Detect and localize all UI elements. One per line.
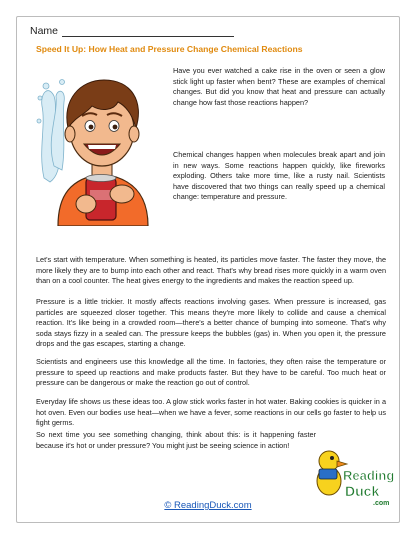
boy-soda-illustration [36, 66, 168, 226]
paragraph-7: So next time you see something changing, think about this: is it happening faster because it's hot or under pressure? You might just be seeing science in action! [36, 430, 316, 450]
name-field-row [30, 25, 234, 37]
paragraph-3: Let's start with temperature. When something is heated, its particles move faster. The faster they move, the more likely they are to bump into each other and react. That's why bread rises more quickly in a warm oven than on a cool counter. The heat gives energy to the ingredients and makes the reaction speed up. [36, 255, 386, 285]
paragraph-2: Chemical changes happen when molecules break apart and join in new ways. Some reactions happen quickly, like fireworks exploding. Others take more time, like a rusty nail. Scientists have discovered that two things can really speed up a chemical change: temperature and pressure. [173, 150, 385, 201]
soda-spray-shape [37, 80, 65, 183]
paragraph-6: Everyday life shows us these ideas too. A glow stick works faster in hot water. Baking cookies is quicker in a hot oven. Even our bodies use heat—when we have a fever, some reactions in our cells go faster to help us fight germs. [36, 397, 386, 427]
name-input-line[interactable] [62, 26, 234, 37]
logo-word-duck: Duck [345, 483, 380, 499]
paragraph-1: Have you ever watched a cake rise in the oven or seen a glow stick light up faster when bent? These are examples of chemical changes. But did you know that heat and pressure can actually change how fast those reactions happen? [173, 66, 385, 107]
paragraph-5: Scientists and engineers use this knowledge all the time. In factories, they often raise the temperature or pressure to speed up reactions and make products faster. But they have to be careful. Too much heat or pressure can be dangerous or make the reaction go out of control. [36, 357, 386, 387]
logo-word-reading: Reading [343, 468, 395, 483]
paragraph-4: Pressure is a little trickier. It mostly affects reactions involving gases. When pressure is increased, gas particles are squeezed closer together. This means they're more likely to collide and cause a chemical reaction. It's like being in a crowded room—there's a better chance of bumping into someone. That's why soda stays fizzy in a sealed can. The pressure keeps the bubbles (gas) in. When you open it, the pressure drops and the gas escapes, starting a change. [36, 297, 386, 348]
name-label: Name [30, 25, 59, 37]
worksheet-title: Speed It Up: How Heat and Pressure Change Chemical Reactions [36, 44, 303, 54]
readingduck-link[interactable]: © ReadingDuck.com [164, 500, 252, 511]
logo-suffix: .com [373, 500, 390, 507]
